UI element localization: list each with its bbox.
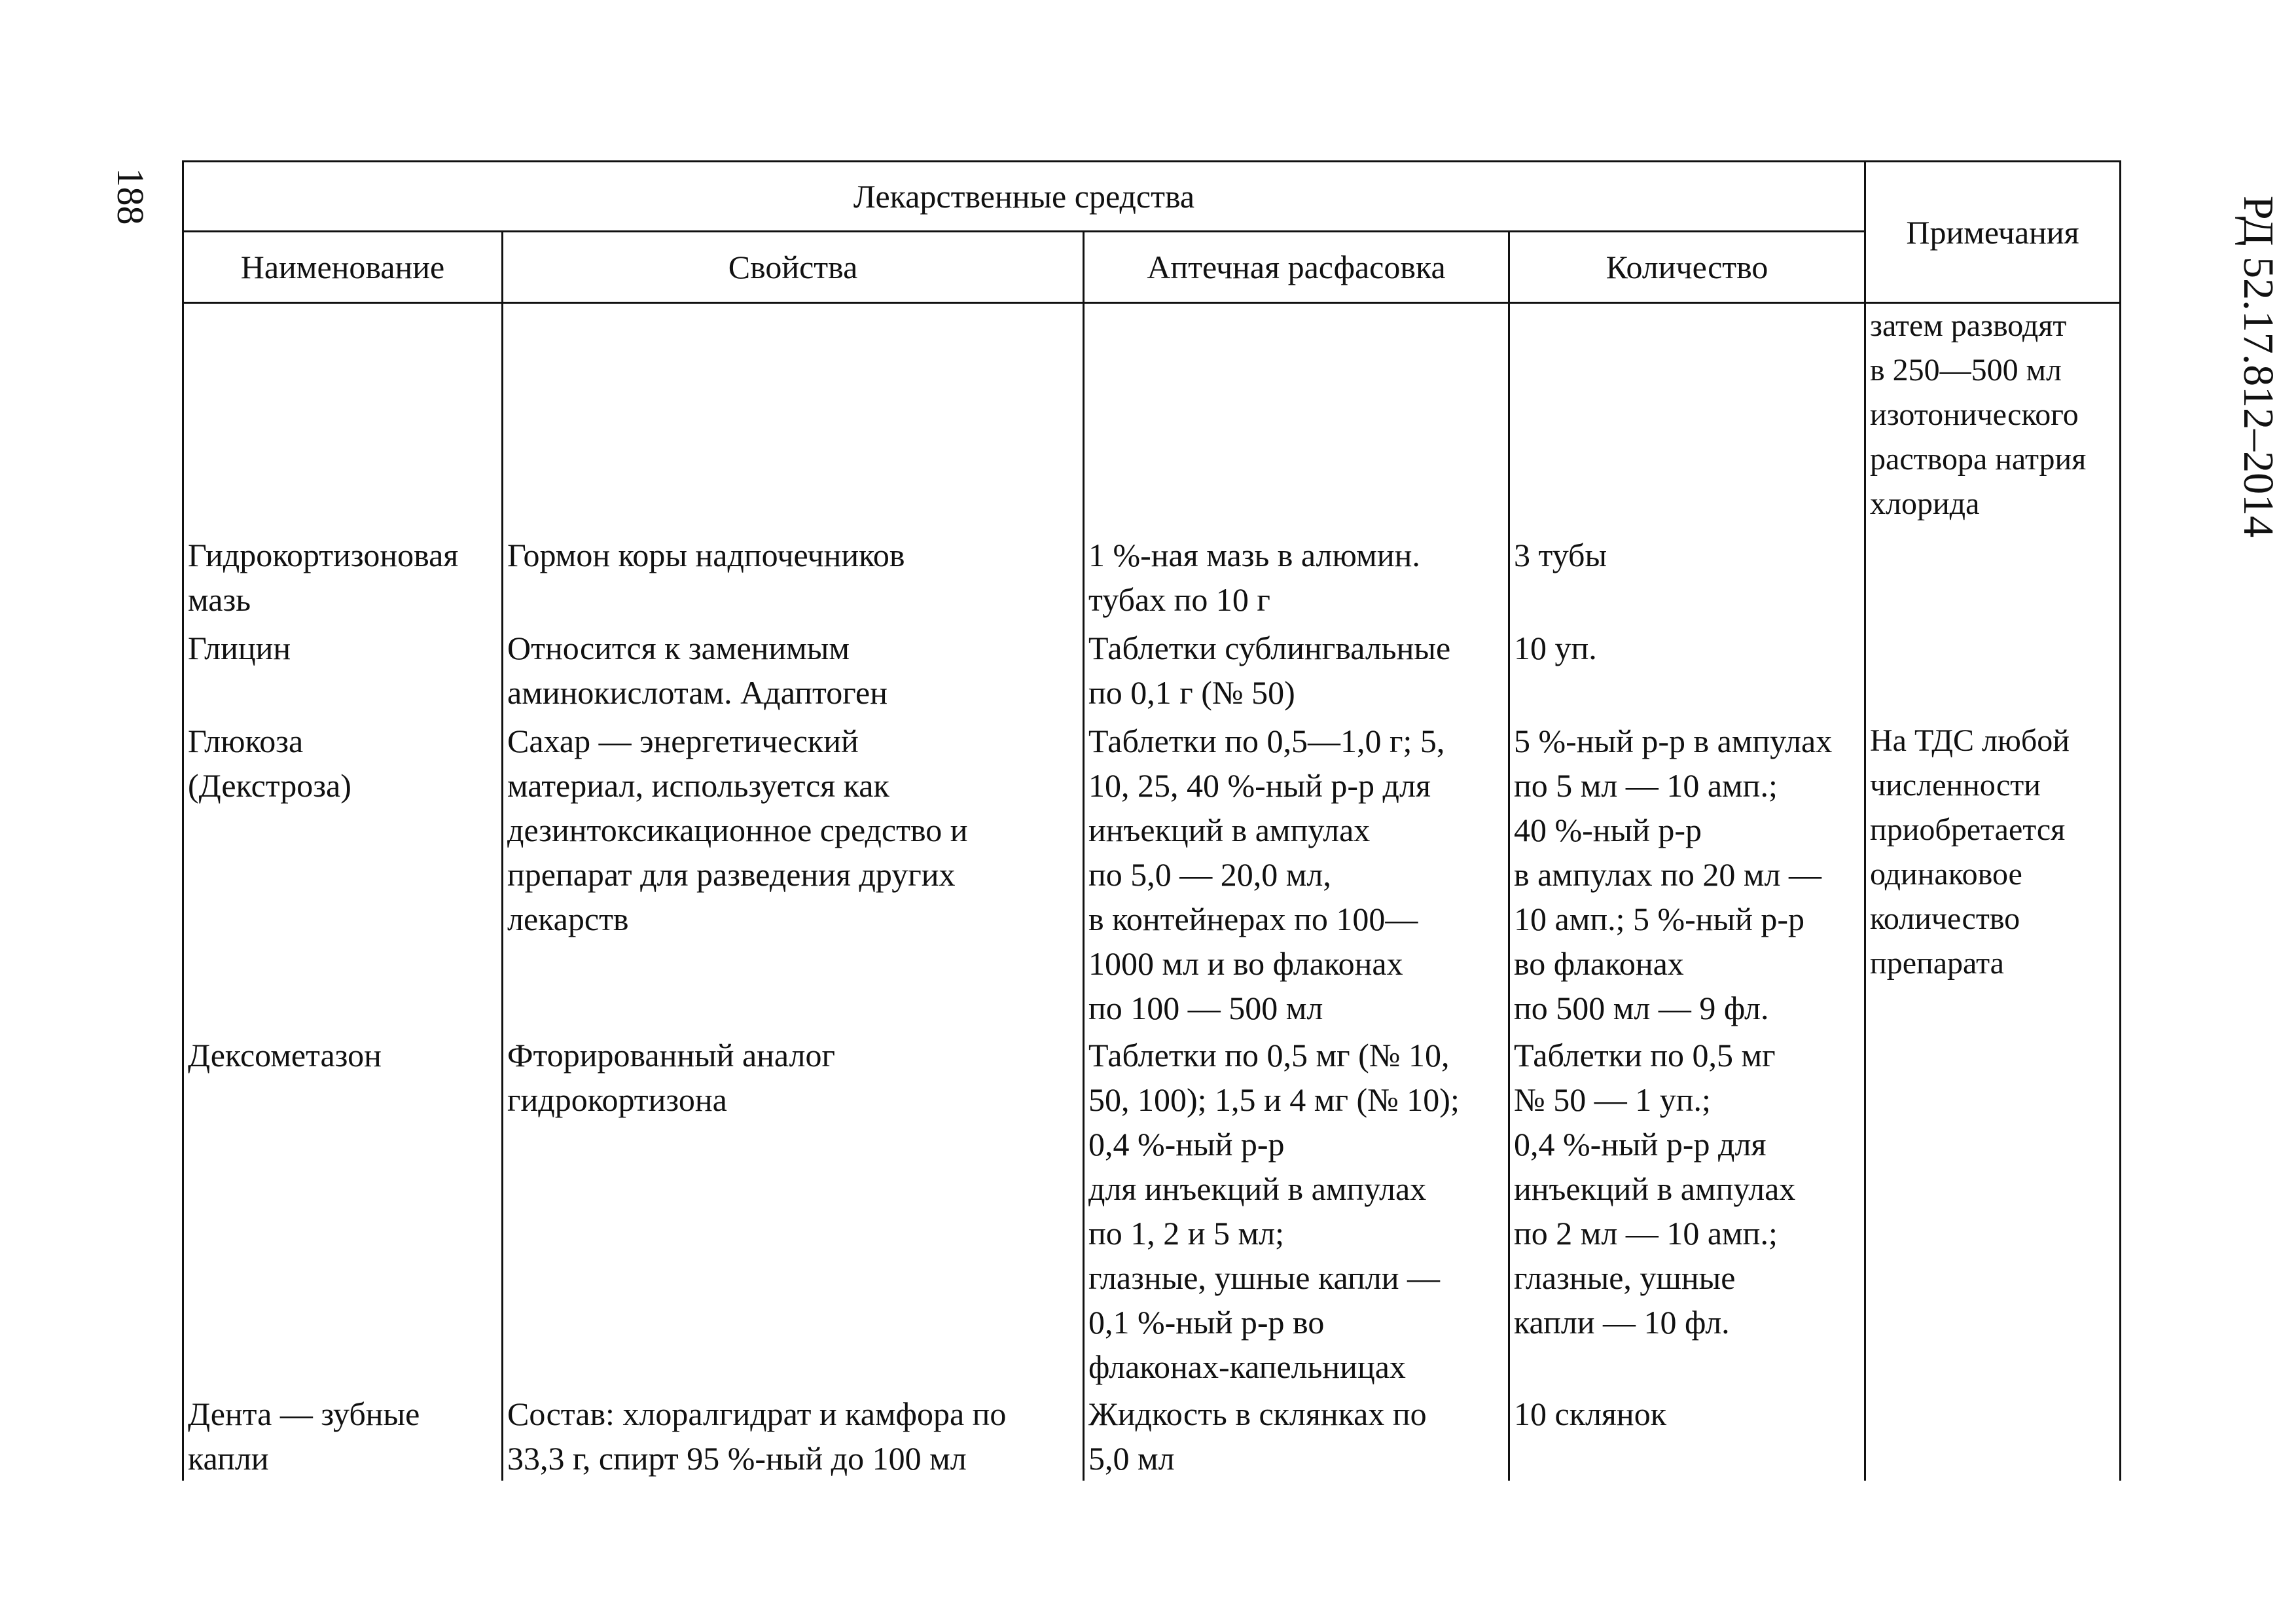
header-name: Наименование [183,232,503,303]
document-code: РД 52.17.812–2014 [2234,195,2282,538]
cell-packaging: Таблетки по 0,5 мг (№ 10, 50, 100); 1,5 и 4 мг (№ 10); 0,4 %-ный р-р для инъекций в ампулах по 1, 2 и 5 мл; глазные, ушные капли — 0,1 %-ный р-р во флаконах-капельницах [1084,1033,1509,1392]
cell-name: Глицин [183,626,503,719]
table-row [183,533,2121,626]
cell-name: Глюкоза (Декстроза) [183,719,503,1033]
header-notes: Примечания [1865,162,2121,303]
table-row [183,626,2121,719]
header-quantity: Количество [1509,232,1865,303]
cell-packaging: Жидкость в склянках по 5,0 мл [1084,1392,1509,1481]
cell-packaging: Таблетки сублингвальные по 0,1 г (№ 50) [1084,626,1509,719]
cell-name [183,303,503,533]
cell-name: Гидрокортизоновая мазь [183,533,503,626]
group-header-medicines: Лекарственные средства [183,162,1865,232]
cell-notes [1865,626,2121,719]
cell-properties: Фторированный аналог гидрокортизона [503,1033,1084,1392]
cell-name: Дента — зубные капли [183,1392,503,1481]
cell-quantity [1509,303,1865,533]
medicines-table [182,160,2121,1481]
table-row [183,1033,2121,1392]
table-row [183,303,2121,533]
header-properties: Свойства [503,232,1084,303]
cell-properties: Гормон коры надпочечников [503,533,1084,626]
cell-packaging: Таблетки по 0,5—1,0 г; 5, 10, 25, 40 %-ный р-р для инъекций в ампулах по 5,0 — 20,0 мл, в контейнерах по 100— 1000 мл и во флаконах по 100 — 500 мл [1084,719,1509,1033]
cell-notes: затем разводят в 250—500 мл изотонического раствора натрия хлорида [1865,303,2121,533]
cell-packaging: 1 %-ная мазь в алюмин. тубах по 10 г [1084,533,1509,626]
cell-quantity: 5 %-ный р-р в ампулах по 5 мл — 10 амп.; 40 %-ный р-р в ампулах по 20 мл — 10 амп.; 5 %-ный р-р во флаконах по 500 мл — 9 фл. [1509,719,1865,1033]
cell-quantity: Таблетки по 0,5 мг № 50 — 1 уп.; 0,4 %-ный р-р для инъекций в ампулах по 2 мл — 10 амп.; глазные, ушные капли — 10 фл. [1509,1033,1865,1392]
cell-properties: Относится к заменимым аминокислотам. Адаптоген [503,626,1084,719]
cell-notes [1865,1392,2121,1481]
cell-notes: На ТДС любой численности приобретается одинаковое количество препарата [1865,719,2121,1033]
table-row [183,1392,2121,1481]
table-row [183,719,2121,1033]
header-packaging: Аптечная расфасовка [1084,232,1509,303]
cell-properties: Состав: хлоралгидрат и камфора по 33,3 г, спирт 95 %-ный до 100 мл [503,1392,1084,1481]
cell-packaging [1084,303,1509,533]
cell-properties: Сахар — энергетический материал, используется как дезинтоксикационное средство и препарат для разведения других лекарств [503,719,1084,1033]
cell-properties [503,303,1084,533]
cell-quantity: 10 склянок [1509,1392,1865,1481]
cell-quantity: 10 уп. [1509,626,1865,719]
cell-name: Дексометазон [183,1033,503,1392]
page-number: 188 [109,168,152,225]
cell-quantity: 3 тубы [1509,533,1865,626]
cell-notes [1865,533,2121,626]
cell-notes [1865,1033,2121,1392]
